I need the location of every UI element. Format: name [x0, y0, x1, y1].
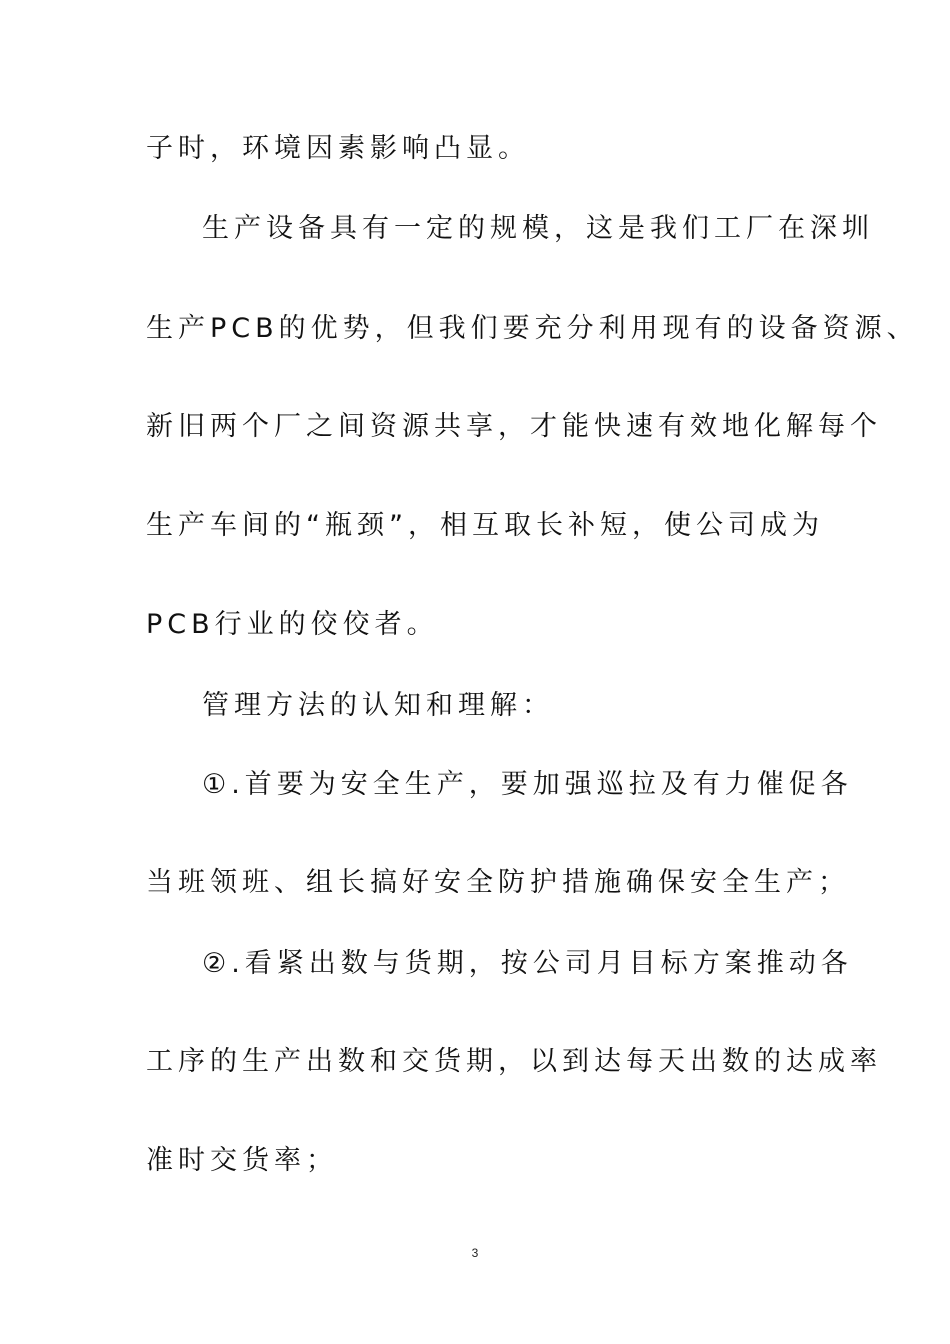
- text-line-8: ①.首要为安全生产，要加强巡拉及有力催促各: [202, 769, 853, 800]
- text-line-2: 生产设备具有一定的规模，这是我们工厂在深圳: [202, 213, 874, 244]
- text-line-3: 生产PCB的优势，但我们要充分利用现有的设备资源、: [146, 313, 919, 344]
- text-line-12: 准时交货率；: [146, 1145, 338, 1176]
- text-line-1: 子时，环境因素影响凸显。: [146, 133, 530, 164]
- text-line-7: 管理方法的认知和理解：: [202, 690, 554, 721]
- text-line-4: 新旧两个厂之间资源共享，才能快速有效地化解每个: [146, 411, 882, 442]
- text-line-9: 当班领班、组长搞好安全防护措施确保安全生产；: [146, 867, 850, 898]
- page-number: 3: [471, 1246, 479, 1260]
- text-line-11: 工序的生产出数和交货期，以到达每天出数的达成率: [146, 1046, 882, 1077]
- text-line-10: ②.看紧出数与货期，按公司月目标方案推动各: [202, 948, 853, 979]
- text-line-5: 生产车间的“瓶颈”，相互取长补短，使公司成为: [146, 510, 824, 541]
- text-line-6: PCB行业的佼佼者。: [146, 609, 439, 640]
